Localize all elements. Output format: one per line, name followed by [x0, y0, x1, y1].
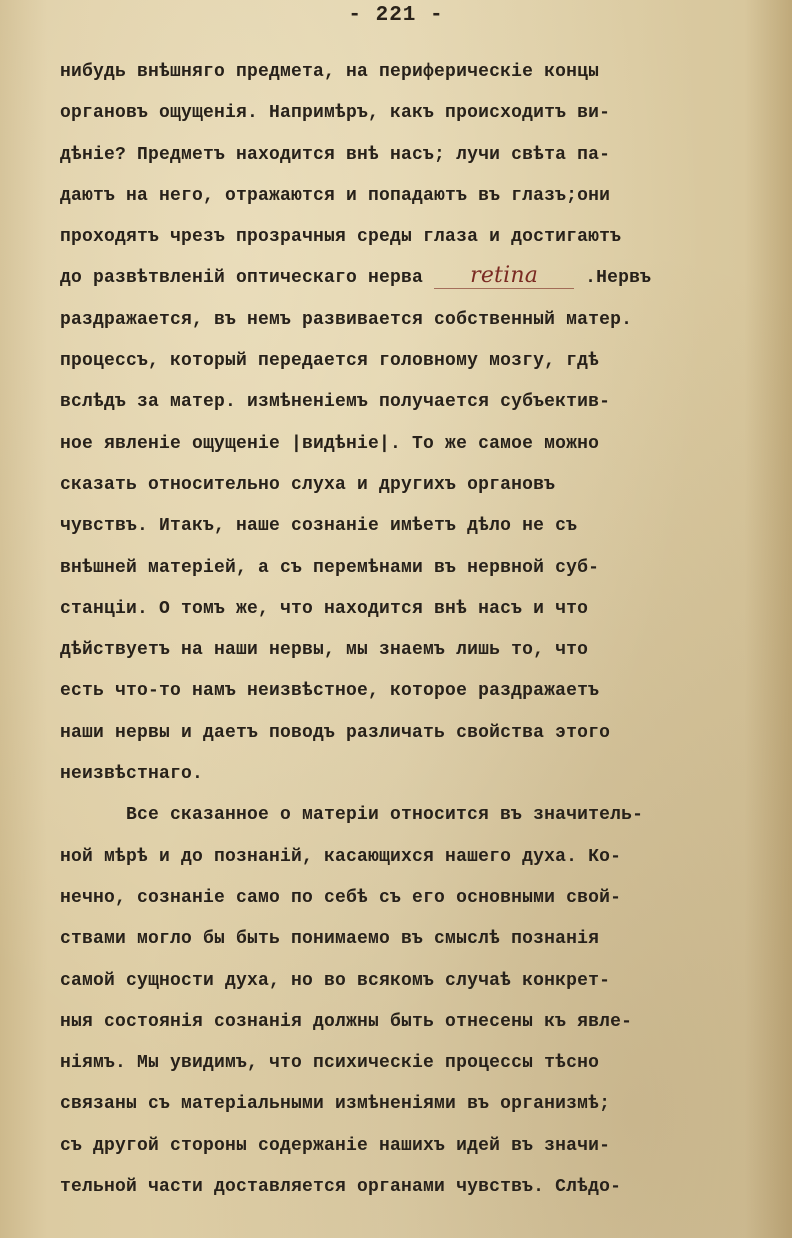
text-line: наши нервы и даетъ поводъ различать свойства этого: [60, 722, 611, 743]
text-line: ныя состоянія сознанія должны быть отнесены къ явле-: [60, 1011, 633, 1032]
text-line: вслѣдъ за матер. измѣненіемъ получается субъектив-: [60, 392, 611, 413]
text-line: органовъ ощущенія. Напримѣръ, какъ происходитъ ви-: [60, 103, 611, 124]
text-line: неизвѣстнаго.: [60, 764, 204, 785]
text-line: связаны съ матеріальными измѣненіями въ организмѣ;: [60, 1094, 611, 1115]
text-line: ніямъ. Мы увидимъ, что психическіе процессы тѣсно: [60, 1053, 600, 1074]
text-segment: .Нервъ: [574, 268, 652, 289]
text-line: съ другой стороны содержаніе нашихъ идей въ значи-: [60, 1135, 611, 1156]
handwritten-annotation: retina: [434, 264, 574, 289]
text-line: самой сущности духа, но во всякомъ случаѣ конкрет-: [60, 970, 611, 991]
text-line: нибудь внѣшняго предмета, на периферическіе концы: [60, 62, 600, 82]
text-line: сказать относительно слуха и другихъ органовъ: [60, 474, 556, 495]
text-line: ствами могло бы быть понимаемо въ смыслѣ познанія: [60, 929, 600, 950]
text-line: даютъ на него, отражаются и попадаютъ въ глазъ;они: [60, 185, 611, 206]
text-line: Все сказанное о матеріи относится въ значитель-: [126, 805, 644, 826]
text-line: есть что-то намъ неизвѣстное, которое раздражаетъ: [60, 681, 600, 702]
text-line: [60, 258, 750, 299]
text-line: нечно, сознаніе само по себѣ съ его основными свой-: [60, 887, 622, 908]
text-line: процессъ, который передается головному мозгу, гдѣ: [60, 351, 600, 372]
page-number: - 221 -: [348, 4, 444, 27]
text-line: ное явленіе ощущеніе |видѣніе|. То же самое можно: [60, 433, 600, 454]
text-line: внѣшней матеріей, а съ перемѣнами въ нервной суб-: [60, 557, 600, 578]
text-line: чувствъ. Итакъ, наше сознаніе имѣетъ дѣло не съ: [60, 516, 578, 537]
text-line: раздражается, въ немъ развивается собственный матер.: [60, 309, 633, 330]
text-segment: до развѣтвленій оптическаго нерва: [60, 268, 435, 289]
text-line: дѣйствуетъ на наши нервы, мы знаемъ лишь то, что: [60, 640, 589, 661]
text-line: дѣніе? Предметъ находится внѣ насъ; лучи свѣта па-: [60, 144, 611, 165]
text-line: станціи. О томъ же, что находится внѣ насъ и что: [60, 598, 589, 619]
text-line: проходятъ чрезъ прозрачныя среды глаза и достигаютъ: [60, 227, 622, 248]
text-line: тельной части доставляется органами чувствъ. Слѣдо-: [60, 1177, 622, 1198]
body-text: [60, 52, 750, 1208]
text-line: ной мѣрѣ и до познаній, касающихся нашего духа. Ко-: [60, 846, 622, 867]
